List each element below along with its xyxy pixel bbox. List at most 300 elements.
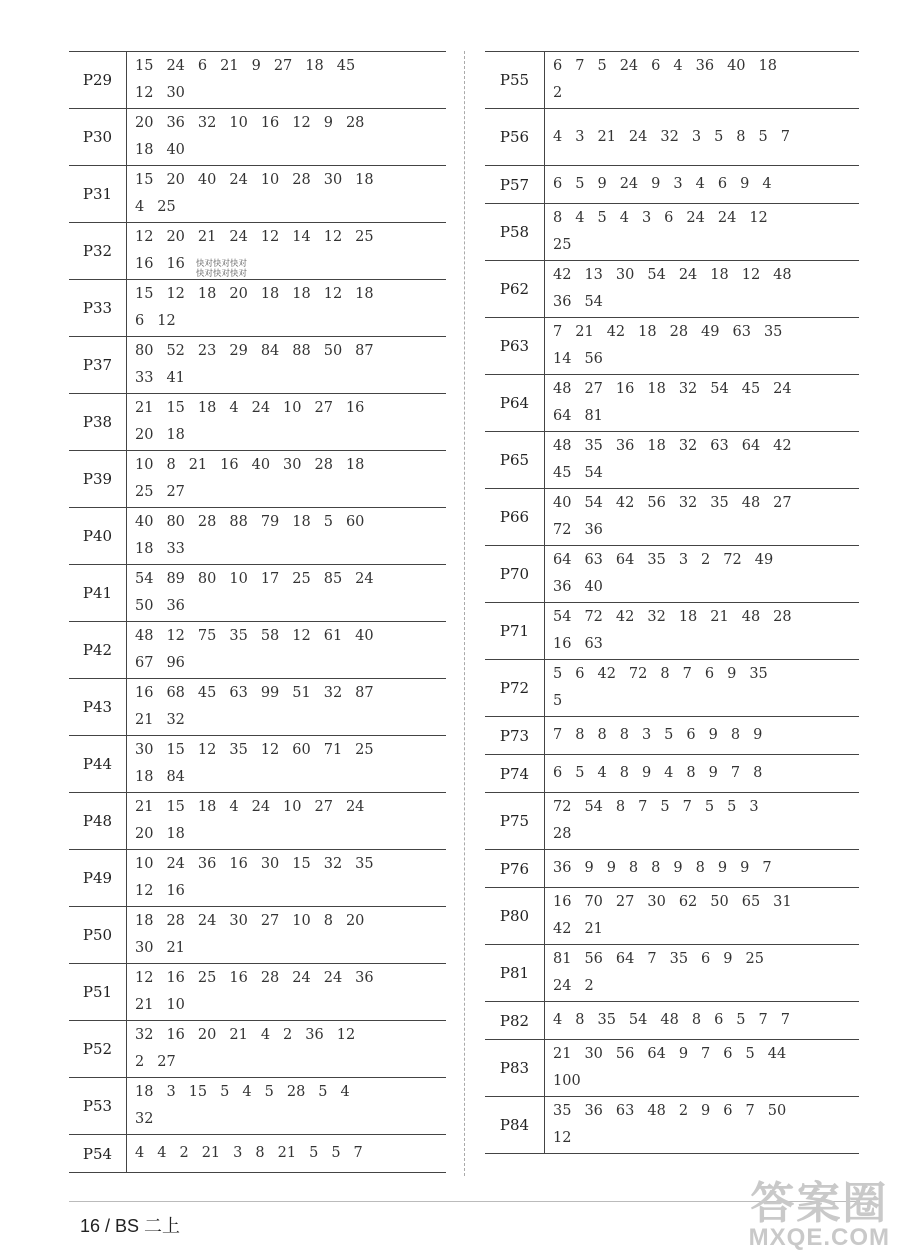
answer-value: 8 <box>255 1145 265 1161</box>
page-number: P57 <box>485 166 545 204</box>
answer-value: 56 <box>647 495 666 511</box>
answer-line <box>135 965 446 992</box>
answer-value: 20 <box>345 913 365 929</box>
answer-line <box>135 794 446 821</box>
answer-line <box>135 851 446 878</box>
page-number: P30 <box>69 109 127 166</box>
answers-cell <box>545 717 860 755</box>
answers-cell <box>545 546 860 603</box>
page-footer: 16 / BS 二上 <box>80 1216 181 1236</box>
answer-line <box>553 171 859 198</box>
answer-value: 24 <box>553 978 572 994</box>
answer-value: 16 <box>615 381 635 397</box>
answer-value: 9 <box>597 176 607 192</box>
answer-value: 8 <box>619 727 629 743</box>
answer-value: 8 <box>619 765 629 781</box>
answer-value: 3 <box>641 727 652 743</box>
answer-value: 6 <box>135 313 145 329</box>
answer-value: 9 <box>723 951 733 967</box>
answer-value: 5 <box>597 210 607 226</box>
answer-row <box>485 603 859 660</box>
answer-value: 80 <box>135 343 154 359</box>
answer-value: 4 <box>553 1012 563 1028</box>
answer-row <box>485 1002 859 1040</box>
answer-value: 79 <box>260 514 280 530</box>
answer-line <box>553 433 859 460</box>
page-number: P38 <box>69 394 127 451</box>
answer-row <box>69 1078 446 1135</box>
answer-value: 60 <box>345 514 365 530</box>
answer-value: 18 <box>647 381 666 397</box>
answer-value: 21 <box>135 712 154 728</box>
answer-row <box>69 565 446 622</box>
page-number: P81 <box>485 945 545 1002</box>
answer-line <box>135 935 446 962</box>
answer-value: 72 <box>553 522 572 538</box>
answer-value: 24 <box>345 799 365 815</box>
page-number: P80 <box>485 888 545 945</box>
answers-cell <box>545 850 860 888</box>
answer-value: 36 <box>695 58 715 74</box>
answer-value: 70 <box>584 894 603 910</box>
answer-value: 64 <box>553 408 572 424</box>
answer-line <box>135 1022 446 1049</box>
answer-row <box>485 717 859 755</box>
answer-value: 45 <box>553 465 572 481</box>
answer-value: 72 <box>584 609 603 625</box>
answer-value: 36 <box>584 522 603 538</box>
answer-value: 35 <box>553 1103 572 1119</box>
answer-value: 21 <box>553 1046 572 1062</box>
answers-cell <box>127 166 447 223</box>
answer-row <box>485 1040 859 1097</box>
answer-value: 63 <box>732 324 751 340</box>
answer-value: 54 <box>553 609 572 625</box>
answer-value: 15 <box>292 856 311 872</box>
footer-rule <box>69 1201 860 1202</box>
answer-line <box>135 365 446 392</box>
answer-value: 36 <box>584 1103 603 1119</box>
answer-value: 87 <box>355 343 374 359</box>
answer-value: 65 <box>741 894 761 910</box>
answer-value: 28 <box>773 609 792 625</box>
answer-value: 85 <box>323 571 343 587</box>
answer-value: 14 <box>292 229 311 245</box>
answer-value: 32 <box>197 115 217 131</box>
answer-value: 31 <box>773 894 792 910</box>
answer-value: 32 <box>135 1027 154 1043</box>
answer-value: 49 <box>701 324 720 340</box>
answer-value: 8 <box>660 666 670 682</box>
answer-value: 81 <box>584 408 603 424</box>
answer-value: 62 <box>678 894 698 910</box>
answer-row <box>485 375 859 432</box>
answer-value: 16 <box>135 685 154 701</box>
answer-value: 9 <box>323 115 333 131</box>
answer-value: 18 <box>638 324 657 340</box>
answer-value: 18 <box>135 1084 154 1100</box>
answer-row <box>485 318 859 375</box>
answer-value: 32 <box>678 438 698 454</box>
answer-value: 5 <box>331 1145 341 1161</box>
answer-line <box>553 80 859 107</box>
page-number: P70 <box>485 546 545 603</box>
answer-value: 7 <box>353 1145 363 1161</box>
answer-value: 7 <box>682 799 692 815</box>
answer-value: 16 <box>229 970 248 986</box>
page-number: P32 <box>69 223 127 280</box>
answers-cell <box>127 964 447 1021</box>
answer-value: 52 <box>166 343 185 359</box>
answer-value: 2 <box>553 85 563 101</box>
answer-value: 7 <box>575 58 585 74</box>
answers-cell <box>545 1002 860 1040</box>
answer-value: 5 <box>220 1084 230 1100</box>
answer-line <box>135 623 446 650</box>
answers-cell <box>545 166 860 204</box>
answer-line <box>553 1098 859 1125</box>
answer-value: 21 <box>229 1027 248 1043</box>
answer-value: 42 <box>615 609 635 625</box>
answer-line <box>553 319 859 346</box>
answer-row <box>485 1097 859 1154</box>
answer-value: 27 <box>260 913 280 929</box>
answer-value: 50 <box>767 1103 787 1119</box>
answer-value: 12 <box>323 286 343 302</box>
answer-value: 6 <box>553 58 563 74</box>
answer-value: 6 <box>714 1012 724 1028</box>
answer-row <box>485 52 859 109</box>
answers-cell <box>545 52 860 109</box>
answer-value: 25 <box>553 237 572 253</box>
answer-value: 28 <box>166 913 185 929</box>
answer-value: 18 <box>135 142 154 158</box>
answer-value: 5 <box>575 765 585 781</box>
answer-value: 35 <box>597 1012 616 1028</box>
answer-value: 21 <box>135 997 154 1013</box>
answer-line <box>135 251 446 278</box>
answers-cell <box>127 109 447 166</box>
answer-value: 16 <box>553 894 572 910</box>
answer-line <box>135 1079 446 1106</box>
answer-value: 35 <box>710 495 729 511</box>
answer-value: 7 <box>701 1046 711 1062</box>
answer-value: 56 <box>584 351 603 367</box>
answer-value: 16 <box>345 400 365 416</box>
answer-value: 28 <box>260 970 280 986</box>
answer-value: 21 <box>584 921 603 937</box>
answer-value: 6 <box>701 951 711 967</box>
answer-row <box>69 793 446 850</box>
answer-value: 51 <box>292 685 311 701</box>
answer-value: 20 <box>166 172 185 188</box>
answer-row <box>485 204 859 261</box>
answer-value: 12 <box>336 1027 356 1043</box>
answers-cell <box>127 451 447 508</box>
answer-value: 64 <box>647 1046 666 1062</box>
answer-value: 3 <box>166 1084 176 1100</box>
answer-value: 7 <box>745 1103 755 1119</box>
answer-value: 44 <box>767 1046 787 1062</box>
answers-cell <box>545 793 860 850</box>
answer-value: 21 <box>197 229 217 245</box>
answer-value: 5 <box>553 666 563 682</box>
answer-value: 12 <box>135 883 154 899</box>
answer-value: 21 <box>277 1145 297 1161</box>
answer-value: 17 <box>260 571 280 587</box>
answer-line <box>135 308 446 335</box>
answer-value: 4 <box>135 199 145 215</box>
answer-value: 6 <box>664 210 674 226</box>
answer-value: 4 <box>695 176 705 192</box>
answer-value: 6 <box>575 666 585 682</box>
answer-value: 63 <box>584 552 603 568</box>
answer-value: 18 <box>305 58 324 74</box>
answer-value: 28 <box>197 514 217 530</box>
answer-value: 30 <box>323 172 343 188</box>
answer-value: 40 <box>553 495 572 511</box>
answer-value: 63 <box>710 438 729 454</box>
page-number: P54 <box>69 1135 127 1173</box>
page-number: P51 <box>69 964 127 1021</box>
answer-line <box>553 289 859 316</box>
answer-value: 27 <box>314 400 333 416</box>
answer-value: 18 <box>135 769 154 785</box>
answers-cell <box>545 375 860 432</box>
answers-cell <box>545 888 860 945</box>
answer-value: 42 <box>615 495 635 511</box>
answer-value: 12 <box>553 1130 572 1146</box>
answer-value: 42 <box>773 438 792 454</box>
answer-row <box>485 660 859 717</box>
page-number: P49 <box>69 850 127 907</box>
answer-value: 12 <box>135 970 154 986</box>
answer-line <box>135 281 446 308</box>
answer-value: 25 <box>135 484 154 500</box>
answer-value: 35 <box>229 628 248 644</box>
answer-row <box>485 261 859 318</box>
answer-value: 50 <box>323 343 343 359</box>
answer-value: 8 <box>753 765 763 781</box>
answer-value: 36 <box>615 438 635 454</box>
answer-value: 10 <box>166 997 185 1013</box>
answer-value: 5 <box>553 693 563 709</box>
answer-value: 80 <box>166 514 185 530</box>
answer-line <box>135 194 446 221</box>
answer-value: 54 <box>584 495 603 511</box>
answer-value: 18 <box>135 541 154 557</box>
page-number: P43 <box>69 679 127 736</box>
answer-row <box>69 52 446 109</box>
answer-row <box>69 679 446 736</box>
answer-value: 35 <box>355 856 374 872</box>
answers-cell <box>127 736 447 793</box>
answer-value: 7 <box>780 1012 790 1028</box>
answers-cell <box>545 432 860 489</box>
answer-value: 12 <box>323 229 343 245</box>
answer-value: 27 <box>166 484 185 500</box>
answer-value: 50 <box>710 894 729 910</box>
answer-value: 12 <box>157 313 176 329</box>
answer-value: 3 <box>575 128 585 145</box>
answer-value: 25 <box>355 742 374 758</box>
page-number: P75 <box>485 793 545 850</box>
answer-value: 8 <box>323 913 333 929</box>
answer-value: 42 <box>553 921 572 937</box>
answer-value: 27 <box>615 894 635 910</box>
answer-value: 9 <box>727 666 737 682</box>
answer-value: 5 <box>736 1012 746 1028</box>
answer-value: 4 <box>762 176 772 192</box>
answer-value: 89 <box>166 571 185 587</box>
page-number: P63 <box>485 318 545 375</box>
answer-line <box>135 338 446 365</box>
answer-value: 32 <box>135 1111 154 1127</box>
answer-value: 10 <box>260 172 280 188</box>
answer-value: 24 <box>773 381 792 397</box>
answer-line <box>553 855 859 882</box>
answer-value: 10 <box>292 913 311 929</box>
answer-value: 87 <box>355 685 374 701</box>
page-number: P83 <box>485 1040 545 1097</box>
answer-value: 21 <box>135 400 154 416</box>
answer-value: 8 <box>597 727 607 743</box>
answer-row <box>69 1021 446 1078</box>
answer-value: 18 <box>710 267 729 283</box>
answer-value: 7 <box>647 951 657 967</box>
answer-value: 4 <box>157 1145 167 1161</box>
answer-row <box>69 907 446 964</box>
answer-value: 96 <box>166 655 185 671</box>
answer-row <box>485 755 859 793</box>
answer-line <box>553 1125 859 1152</box>
answer-value: 4 <box>260 1027 271 1043</box>
answer-value: 4 <box>340 1084 350 1100</box>
answer-value: 64 <box>615 951 635 967</box>
answer-value: 7 <box>758 1012 768 1028</box>
answer-value: 18 <box>166 826 185 842</box>
answer-value: 5 <box>309 1145 319 1161</box>
answer-line <box>135 908 446 935</box>
answers-cell <box>127 394 447 451</box>
answer-value: 30 <box>647 894 666 910</box>
answer-value: 15 <box>135 172 154 188</box>
answer-line <box>553 1007 859 1034</box>
answer-value: 56 <box>615 1046 635 1062</box>
answer-value: 30 <box>283 457 302 473</box>
answer-line <box>135 53 446 80</box>
answer-value: 36 <box>305 1027 324 1043</box>
answer-value: 63 <box>584 636 603 652</box>
answer-value: 35 <box>229 742 248 758</box>
answer-value: 4 <box>135 1145 145 1161</box>
answer-value: 35 <box>749 666 768 682</box>
answer-value: 28 <box>345 115 365 131</box>
answer-value: 24 <box>628 128 648 145</box>
answer-value: 3 <box>678 552 689 568</box>
answer-value: 35 <box>584 438 603 454</box>
answer-value: 40 <box>166 142 185 158</box>
answer-value: 28 <box>553 826 572 842</box>
answer-value: 24 <box>678 267 698 283</box>
answer-value: 56 <box>584 951 603 967</box>
answers-cell <box>127 1021 447 1078</box>
answer-value: 54 <box>647 267 666 283</box>
answer-value: 48 <box>741 495 761 511</box>
answer-value: 9 <box>641 765 652 781</box>
answer-line <box>135 1049 446 1076</box>
answer-value: 9 <box>753 727 763 743</box>
answers-cell <box>127 907 447 964</box>
answer-value: 24 <box>229 172 248 188</box>
answer-value: 35 <box>647 552 666 568</box>
answer-line <box>135 1140 446 1167</box>
answer-value: 40 <box>584 579 603 595</box>
answer-value: 5 <box>318 1084 328 1100</box>
page-number: P73 <box>485 717 545 755</box>
page-number: P52 <box>69 1021 127 1078</box>
page-number: P40 <box>69 508 127 565</box>
answer-value: 58 <box>260 628 280 644</box>
answer-value: 84 <box>166 769 185 785</box>
answer-value: 61 <box>323 628 343 644</box>
answer-value: 40 <box>355 628 374 644</box>
answers-cell <box>127 793 447 850</box>
answer-value: 25 <box>197 970 217 986</box>
answer-value: 72 <box>723 552 742 568</box>
answer-value: 23 <box>197 343 217 359</box>
answer-value: 4 <box>229 799 239 815</box>
answer-value: 7 <box>780 128 790 145</box>
answer-value: 14 <box>553 351 572 367</box>
answer-value: 12 <box>749 210 768 226</box>
answer-value: 30 <box>135 742 154 758</box>
answer-line <box>135 737 446 764</box>
answer-value: 54 <box>628 1012 648 1028</box>
answer-value: 36 <box>166 115 185 131</box>
answer-value: 2 <box>179 1145 189 1161</box>
answer-value: 54 <box>584 294 603 310</box>
answer-line <box>135 110 446 137</box>
answer-value: 18 <box>135 913 154 929</box>
answer-value: 21 <box>220 58 239 74</box>
answer-value: 24 <box>686 210 705 226</box>
answer-value: 21 <box>710 609 729 625</box>
answer-row <box>485 546 859 603</box>
answer-value: 13 <box>584 267 603 283</box>
answer-row <box>69 394 446 451</box>
answers-cell <box>545 109 860 166</box>
answer-value: 18 <box>197 400 217 416</box>
answer-value: 5 <box>660 799 670 815</box>
answer-value: 48 <box>660 1012 679 1028</box>
answer-value: 18 <box>678 609 698 625</box>
answers-cell <box>127 1135 447 1173</box>
answer-value: 18 <box>292 514 311 530</box>
answer-value: 8 <box>691 1012 702 1028</box>
answer-value: 5 <box>597 58 607 74</box>
page-number: P44 <box>69 736 127 793</box>
answer-value: 16 <box>166 883 185 899</box>
answer-value: 4 <box>575 210 585 226</box>
answer-value: 67 <box>135 655 154 671</box>
answers-cell <box>545 603 860 660</box>
answer-value: 8 <box>695 860 705 876</box>
answer-row <box>485 489 859 546</box>
answer-value: 32 <box>647 609 666 625</box>
answer-value: 27 <box>584 381 603 397</box>
answer-value: 21 <box>575 324 594 340</box>
